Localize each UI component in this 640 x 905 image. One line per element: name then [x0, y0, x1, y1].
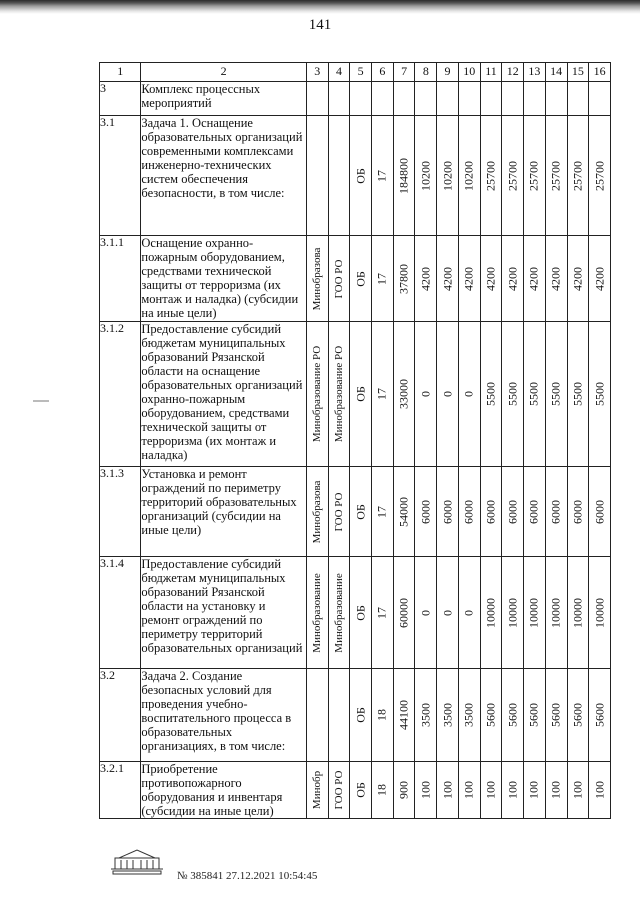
column-number-header: 16: [589, 63, 611, 82]
table-row: [100, 669, 611, 762]
table-cell: [524, 236, 546, 322]
column-number-header: 15: [567, 63, 589, 82]
table-cell: [393, 236, 415, 322]
table-cell: [545, 669, 567, 762]
table-cell: [306, 557, 328, 669]
table-cell: [545, 236, 567, 322]
cell-value: 60000: [396, 597, 411, 628]
cell-value: 10000: [483, 597, 498, 628]
table-cell: [437, 82, 459, 116]
table-cell: [372, 669, 394, 762]
cell-value: 4200: [570, 266, 585, 291]
cell-value: 6000: [548, 499, 563, 524]
header-row: [100, 63, 611, 82]
row-number: 3.1: [100, 116, 141, 236]
table-row: [100, 762, 611, 819]
cell-value: 100: [570, 781, 585, 799]
column-number-header: 10: [458, 63, 480, 82]
table-cell: [524, 322, 546, 467]
cell-value: ОБ: [352, 604, 367, 621]
table-cell: [480, 82, 502, 116]
cell-value: ГОО РО: [332, 492, 345, 531]
table-cell: [437, 236, 459, 322]
table-cell: [415, 236, 437, 322]
table-cell: [328, 557, 350, 669]
cell-value: 6000: [591, 499, 606, 524]
table-cell: [372, 467, 394, 557]
cell-value: 100: [483, 781, 498, 799]
table-cell: [306, 322, 328, 467]
cell-value: 0: [418, 609, 433, 616]
table-cell: [306, 236, 328, 322]
cell-value: 17: [374, 169, 389, 182]
table-cell: [328, 322, 350, 467]
table-cell: [524, 116, 546, 236]
table-cell: [458, 236, 480, 322]
table-cell: [393, 116, 415, 236]
table-cell: [524, 467, 546, 557]
cell-value: 4200: [504, 266, 519, 291]
table-cell: [567, 669, 589, 762]
cell-value: 6000: [504, 499, 519, 524]
cell-value: 17: [374, 505, 389, 518]
table-cell: [545, 82, 567, 116]
table-cell: [589, 557, 611, 669]
cell-value: ОБ: [352, 167, 367, 184]
table-cell: [437, 322, 459, 467]
cell-value: 10200: [439, 160, 454, 191]
table-cell: [372, 236, 394, 322]
cell-value: 25700: [526, 160, 541, 191]
table-cell: [372, 82, 394, 116]
column-number-header: 1: [100, 63, 141, 82]
table-cell: [502, 762, 524, 819]
column-number-header: 7: [393, 63, 415, 82]
table-cell: [480, 467, 502, 557]
cell-value: 100: [504, 781, 519, 799]
table-cell: [350, 322, 372, 467]
table-cell: [306, 762, 328, 819]
cell-value: 0: [418, 391, 433, 397]
column-number-header: 14: [545, 63, 567, 82]
table-row: [100, 467, 611, 557]
row-number: 3.1.4: [100, 557, 141, 669]
column-number-header: 6: [372, 63, 394, 82]
cell-value: Минобразование РО: [311, 345, 324, 443]
table-cell: [589, 116, 611, 236]
cell-value: 10000: [591, 597, 606, 628]
cell-value: 6000: [439, 499, 454, 524]
column-number-header: 13: [524, 63, 546, 82]
cell-value: 10000: [526, 597, 541, 628]
cell-value: 6000: [570, 499, 585, 524]
table-cell: [328, 467, 350, 557]
row-number: 3.2: [100, 669, 141, 762]
program-table: [99, 62, 611, 819]
cell-value: 10200: [461, 160, 476, 191]
table-cell: [589, 322, 611, 467]
table-cell: [437, 116, 459, 236]
table-cell: [480, 236, 502, 322]
cell-value: 4200: [548, 266, 563, 291]
cell-value: 5600: [591, 703, 606, 727]
table-cell: [458, 82, 480, 116]
table-cell: [567, 322, 589, 467]
cell-value: 3500: [461, 703, 476, 727]
cell-value: ГОО РО: [332, 770, 345, 810]
cell-value: 4200: [591, 266, 606, 291]
table-cell: [350, 116, 372, 236]
cell-value: 5500: [570, 382, 585, 406]
cell-value: ОБ: [352, 386, 367, 402]
table-cell: [306, 669, 328, 762]
table-cell: [372, 762, 394, 819]
cell-value: 10000: [548, 597, 563, 628]
cell-value: 100: [591, 781, 606, 799]
table-cell: [502, 82, 524, 116]
column-number-header: 12: [502, 63, 524, 82]
table-cell: [589, 467, 611, 557]
table-cell: [545, 322, 567, 467]
table-cell: [415, 116, 437, 236]
table-cell: [415, 762, 437, 819]
table-cell: [458, 322, 480, 467]
cell-value: 6000: [461, 499, 476, 524]
table-cell: [545, 762, 567, 819]
table-cell: [502, 236, 524, 322]
table-cell: [589, 669, 611, 762]
row-description: Задача 2. Создание безопасных условий для проведения учебно-воспитательного процесса в образовательных организациях, в том числе:: [141, 669, 307, 762]
cell-value: 100: [418, 781, 433, 799]
table-cell: [350, 669, 372, 762]
cell-value: 4200: [418, 266, 433, 291]
table-cell: [524, 557, 546, 669]
row-description: Комплекс процессных мероприятий: [141, 82, 307, 116]
column-number-header: 8: [415, 63, 437, 82]
cell-value: ОБ: [352, 707, 367, 723]
cell-value: 37800: [396, 263, 411, 294]
table-cell: [415, 322, 437, 467]
table-cell: [393, 557, 415, 669]
table-cell: [393, 322, 415, 467]
margin-mark: [33, 400, 49, 402]
table-cell: [567, 82, 589, 116]
table-cell: [458, 116, 480, 236]
table-cell: [545, 557, 567, 669]
cell-value: 17: [374, 388, 389, 400]
table-cell: [589, 82, 611, 116]
table-cell: [350, 762, 372, 819]
column-number-header: 9: [437, 63, 459, 82]
row-number: 3: [100, 82, 141, 116]
table-cell: [393, 669, 415, 762]
cell-value: 10200: [418, 160, 433, 191]
cell-value: 3500: [418, 703, 433, 727]
cell-value: 4200: [439, 266, 454, 291]
table-cell: [306, 467, 328, 557]
table-row: [100, 82, 611, 116]
cell-value: 4200: [483, 266, 498, 291]
cell-value: 6000: [526, 499, 541, 524]
table-cell: [328, 669, 350, 762]
cell-value: 25700: [570, 160, 585, 191]
row-number: 3.1.2: [100, 322, 141, 467]
cell-value: 4200: [461, 266, 476, 291]
cell-value: 0: [439, 609, 454, 616]
table-cell: [502, 116, 524, 236]
table-cell: [372, 116, 394, 236]
column-number-header: 2: [141, 63, 307, 82]
table-cell: [567, 762, 589, 819]
table-cell: [545, 467, 567, 557]
cell-value: 900: [396, 781, 411, 799]
row-number: 3.1.1: [100, 236, 141, 322]
row-description: Установка и ремонт ограждений по периметру территорий образовательных организаций (субсидии на иные цели): [141, 467, 307, 557]
table-cell: [437, 467, 459, 557]
table-row: [100, 236, 611, 322]
table-cell: [350, 557, 372, 669]
cell-value: 6000: [418, 499, 433, 524]
cell-value: Минобразова: [311, 480, 324, 543]
table-cell: [480, 116, 502, 236]
column-number-header: 3: [306, 63, 328, 82]
row-description: Задача 1. Оснащение образовательных организаций современными комплексами инженерно-технических систем обеспечения безопасности, в том числе:: [141, 116, 307, 236]
cell-value: 17: [374, 272, 389, 285]
table-cell: [306, 82, 328, 116]
cell-value: 0: [461, 391, 476, 397]
page-number: 141: [308, 17, 332, 33]
cell-value: Минобразование РО: [332, 345, 345, 443]
cell-value: 54000: [396, 496, 411, 527]
table-cell: [393, 762, 415, 819]
column-number-header: 5: [350, 63, 372, 82]
cell-value: ГОО РО: [332, 259, 345, 298]
table-row: [100, 116, 611, 236]
cell-value: 3500: [439, 703, 454, 727]
cell-value: 10000: [570, 597, 585, 628]
cell-value: 5600: [548, 703, 563, 727]
table-cell: [502, 322, 524, 467]
cell-value: 100: [526, 781, 541, 799]
table-cell: [480, 669, 502, 762]
table-cell: [502, 557, 524, 669]
cell-value: 5600: [526, 703, 541, 727]
table-cell: [393, 467, 415, 557]
table-cell: [372, 322, 394, 467]
cell-value: 100: [439, 781, 454, 799]
table-cell: [372, 557, 394, 669]
cell-value: 184800: [396, 157, 411, 194]
table-cell: [524, 669, 546, 762]
table-row: [100, 322, 611, 467]
cell-value: 25700: [483, 160, 498, 191]
document-id-timestamp: № 385841 27.12.2021 10:54:45: [177, 870, 318, 882]
table-cell: [458, 557, 480, 669]
cell-value: 18: [374, 709, 389, 721]
table-cell: [458, 669, 480, 762]
table-cell: [328, 236, 350, 322]
row-number: 3.1.3: [100, 467, 141, 557]
cell-value: 25700: [591, 160, 606, 191]
table-cell: [524, 82, 546, 116]
cell-value: 6000: [483, 499, 498, 524]
table-cell: [567, 116, 589, 236]
column-number-header: 4: [328, 63, 350, 82]
cell-value: 100: [461, 781, 476, 799]
table-cell: [545, 116, 567, 236]
table-cell: [415, 467, 437, 557]
table-cell: [458, 762, 480, 819]
table-cell: [502, 467, 524, 557]
scan-edge: [0, 0, 640, 14]
table-row: [100, 557, 611, 669]
table-cell: [458, 467, 480, 557]
table-cell: [437, 557, 459, 669]
table-cell: [589, 762, 611, 819]
table-cell: [306, 116, 328, 236]
column-number-header: 11: [480, 63, 502, 82]
table-cell: [350, 82, 372, 116]
table-cell: [415, 557, 437, 669]
cell-value: Минобразова: [311, 247, 324, 310]
table-cell: [328, 82, 350, 116]
cell-value: 5500: [483, 382, 498, 406]
table-cell: [567, 467, 589, 557]
table-cell: [328, 116, 350, 236]
cell-value: 5600: [570, 703, 585, 727]
cell-value: Минобразование: [311, 572, 324, 653]
table-cell: [567, 236, 589, 322]
cell-value: 25700: [548, 160, 563, 191]
table-cell: [350, 467, 372, 557]
row-number: 3.2.1: [100, 762, 141, 819]
table-cell: [524, 762, 546, 819]
table-cell: [328, 762, 350, 819]
registry-stamp-icon: [107, 845, 167, 875]
cell-value: 5500: [548, 382, 563, 406]
table-cell: [350, 236, 372, 322]
row-description: Предоставление субсидий бюджетам муниципальных образований Рязанской области на оснащение образовательных организаций охранно-пожарным оборудованием, средствами технической защиты от терроризма (их монтаж и наладка): [141, 322, 307, 467]
table-cell: [415, 82, 437, 116]
row-description: Оснащение охранно-пожарным оборудованием, средствами технической защиты от терроризма (их монтаж и наладка) (субсидии на иные цели): [141, 236, 307, 322]
table-cell: [393, 82, 415, 116]
cell-value: 4200: [526, 266, 541, 291]
table-cell: [415, 669, 437, 762]
row-description: Приобретение противопожарного оборудования и инвентаря (субсидии на иные цели): [141, 762, 307, 819]
cell-value: 5600: [483, 703, 498, 727]
cell-value: ОБ: [352, 503, 367, 520]
cell-value: Минобразование: [332, 572, 345, 653]
cell-value: ОБ: [352, 270, 367, 287]
cell-value: 44100: [396, 700, 411, 730]
cell-value: ОБ: [352, 782, 367, 798]
cell-value: 10000: [504, 597, 519, 628]
cell-value: 5500: [526, 382, 541, 406]
table-cell: [589, 236, 611, 322]
cell-value: 100: [548, 781, 563, 799]
cell-value: 18: [374, 784, 389, 796]
table-cell: [480, 322, 502, 467]
cell-value: 0: [461, 609, 476, 616]
cell-value: 5600: [504, 703, 519, 727]
row-description: Предоставление субсидий бюджетам муниципальных образований Рязанской области на установку и ремонт ограждений по периметру территорий образовательных организаций: [141, 557, 307, 669]
table-cell: [480, 557, 502, 669]
cell-value: 17: [374, 606, 389, 619]
table-cell: [567, 557, 589, 669]
cell-value: Минобр: [311, 770, 324, 810]
table-cell: [502, 669, 524, 762]
table-cell: [437, 669, 459, 762]
cell-value: 0: [439, 391, 454, 397]
cell-value: 25700: [504, 160, 519, 191]
table-cell: [480, 762, 502, 819]
cell-value: 5500: [504, 382, 519, 406]
cell-value: 33000: [396, 379, 411, 409]
cell-value: 5500: [591, 382, 606, 406]
table-cell: [437, 762, 459, 819]
